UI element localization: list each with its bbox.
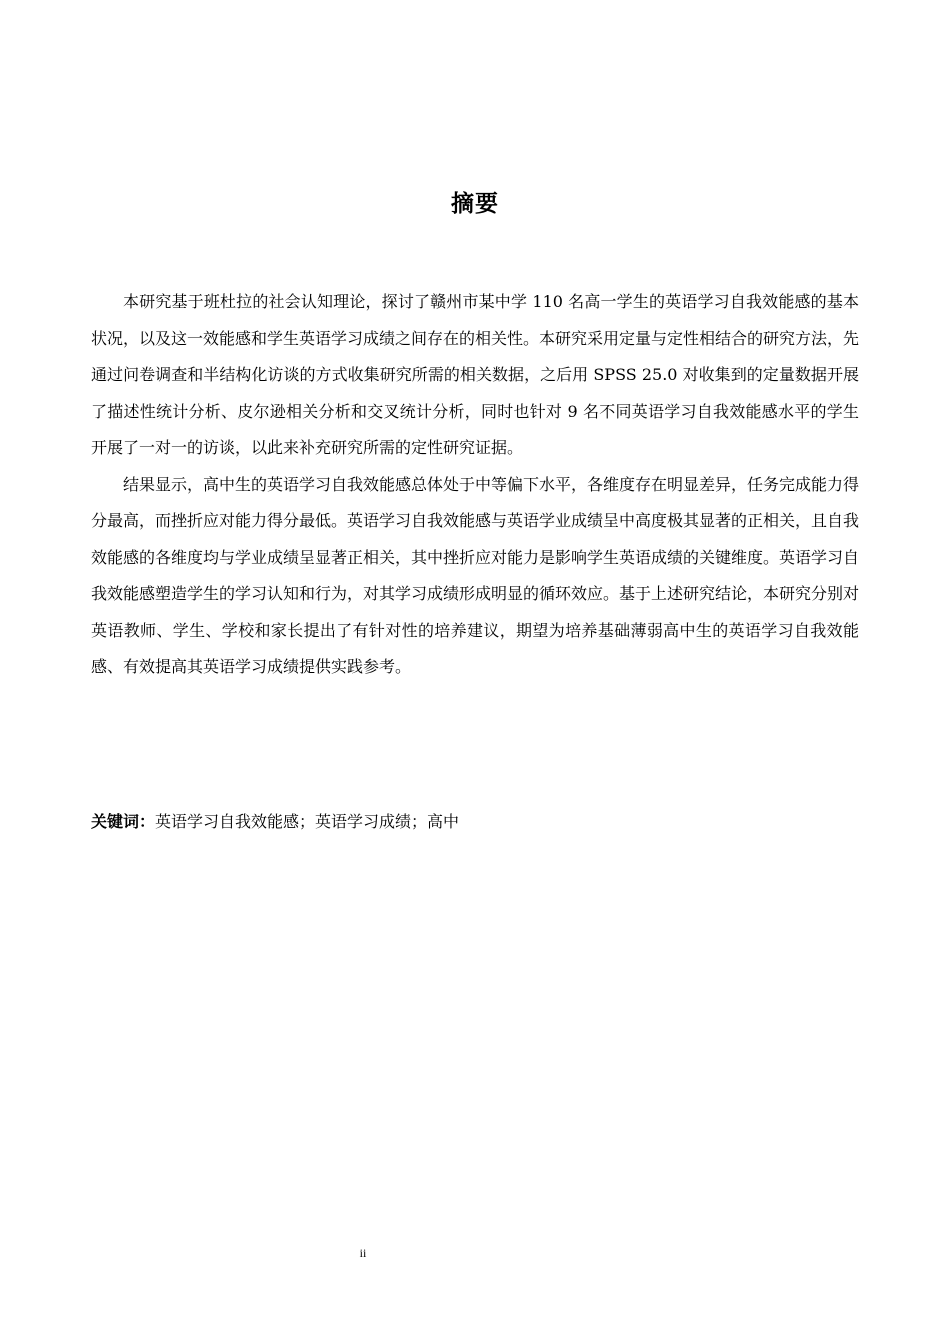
abstract-paragraph: 结果显示，高中生的英语学习自我效能感总体处于中等偏下水平，各维度存在明显差异，任务完成能力得分最高，而挫折应对能力得分最低。英语学习自我效能感与英语学业成绩呈中高度极其显著的正相关，且自我效能感的各维度均与学业成绩呈显著正相关，其中挫折应对能力是影响学生英语成绩的关键维度。英语学习自我效能感塑造学生的学习认知和行为，对其学习成绩形成明显的循环效应。基于上述研究结论，本研究分别对英语教师、学生、学校和家长提出了有针对性的培养建议，期望为培养基础薄弱高中生的英语学习自我效能感、有效提高其英语学习成绩提供实践参考。 [91, 474, 860, 676]
page-title: 摘要 [451, 191, 499, 217]
page-number: ii [359, 1246, 367, 1260]
keywords-text: 英语学习自我效能感；英语学习成绩；高中 [155, 812, 460, 831]
abstract-body [91, 284, 859, 686]
abstract-paragraph: 本研究基于班杜拉的社会认知理论，探讨了赣州市某中学 110 名高一学生的英语学习自我效能感的基本状况，以及这一效能感和学生英语学习成绩之间存在的相关性。本研究采用定量与定性相结合的研究方法，先通过问卷调查和半结构化访谈的方式收集研究所需的相关数据，之后用 SPSS 25.0 对收集到的定量数据开展了描述性统计分析、皮尔逊相关分析和交叉统计分析，同时也针对 9 名不同英语学习自我效能感水平的学生开展了一对一的访谈，以此来补充研究所需的定性研究证据。 [91, 292, 860, 457]
keywords-label: 关键词： [91, 812, 156, 831]
keywords-line [91, 804, 859, 840]
